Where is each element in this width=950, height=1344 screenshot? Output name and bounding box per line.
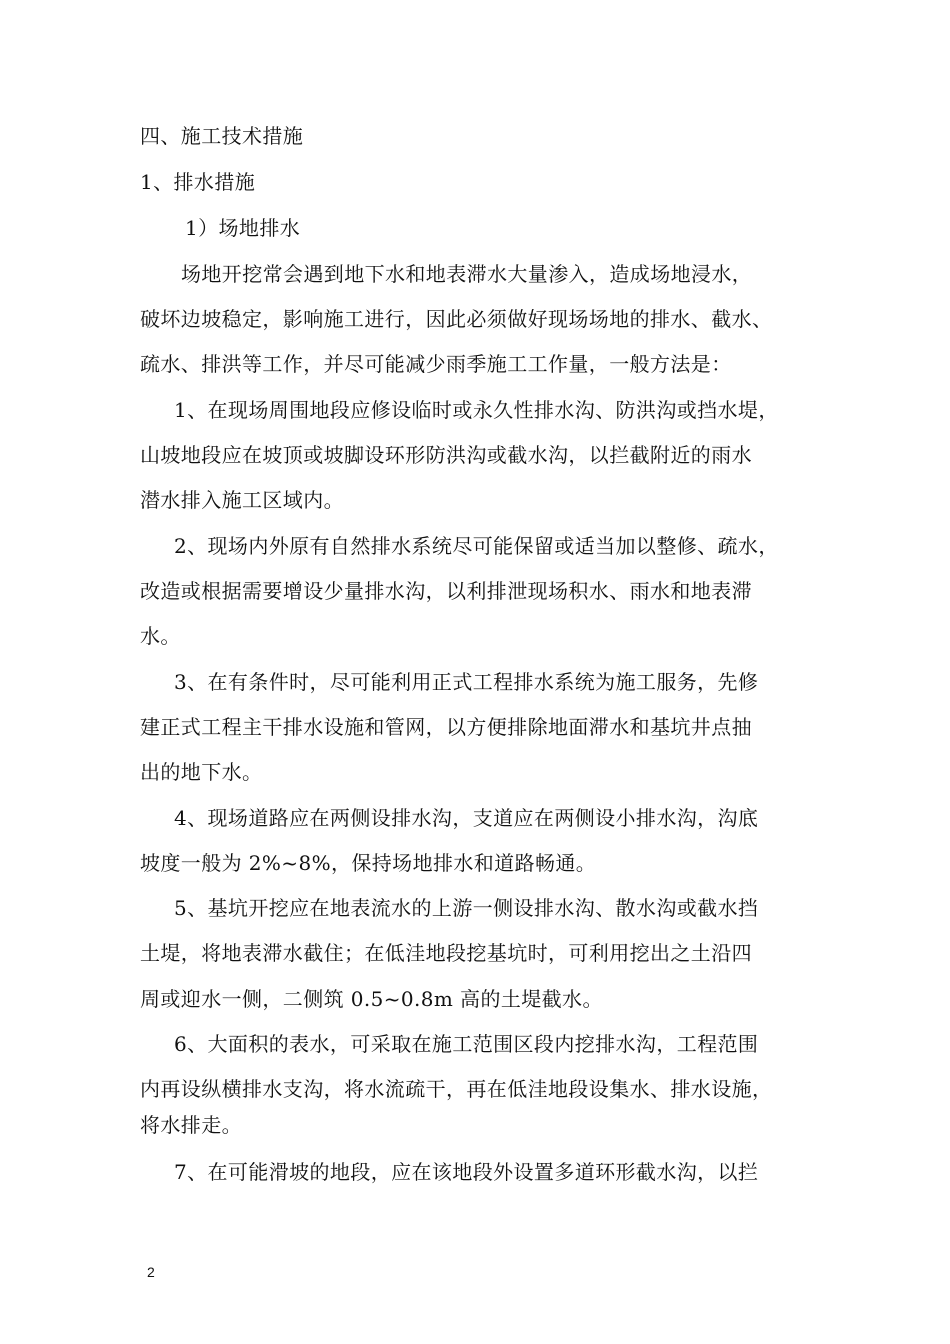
item-4-line: 坡度一般为 2%~8%，保持场地排水和道路畅通。: [140, 851, 597, 875]
item-6-line: 内再设纵横排水支沟，将水流疏干，再在低洼地段设集水、排水设施，: [140, 1077, 773, 1101]
subsection-heading: 1、排水措施: [140, 170, 256, 194]
subsubsection-heading: 1）场地排水: [185, 216, 301, 240]
item-4-line: 4、现场道路应在两侧设排水沟，支道应在两侧设小排水沟，沟底: [174, 806, 759, 830]
item-1-line: 潜水排入施工区域内。: [140, 488, 344, 512]
section-heading: 四、施工技术措施: [140, 124, 304, 148]
item-2-line: 2、现场内外原有自然排水系统尽可能保留或适当加以整修、疏水，: [174, 534, 779, 558]
item-1-line: 1、在现场周围地段应修设临时或永久性排水沟、防洪沟或挡水堤，: [174, 398, 779, 422]
item-2-line: 水。: [140, 624, 181, 648]
item-6-line: 将水排走。: [140, 1113, 242, 1137]
item-6-line: 6、大面积的表水，可采取在施工范围区段内挖排水沟，工程范围: [174, 1032, 759, 1056]
item-1-line: 山坡地段应在坡顶或坡脚设环形防洪沟或截水沟，以拦截附近的雨水: [140, 443, 752, 467]
page-number: 2: [147, 1264, 155, 1280]
item-3-line: 建正式工程主干排水设施和管网，以方便排除地面滞水和基坑井点抽: [140, 715, 752, 739]
item-5-line: 5、基坑开挖应在地表流水的上游一侧设排水沟、散水沟或截水挡: [174, 896, 759, 920]
intro-line: 场地开挖常会遇到地下水和地表滞水大量渗入，造成场地浸水，: [181, 262, 753, 286]
intro-line: 破坏边坡稳定，影响施工进行，因此必须做好现场场地的排水、截水、: [140, 307, 773, 331]
item-3-line: 出的地下水。: [140, 760, 263, 784]
item-5-line: 周或迎水一侧，二侧筑 0.5~0.8m 高的土堤截水。: [140, 987, 603, 1011]
intro-line: 疏水、排洪等工作，并尽可能减少雨季施工工作量，一般方法是：: [140, 352, 732, 376]
item-3-line: 3、在有条件时，尽可能利用正式工程排水系统为施工服务，先修: [174, 670, 759, 694]
item-2-line: 改造或根据需要增设少量排水沟，以利排泄现场积水、雨水和地表滞: [140, 579, 752, 603]
item-7-line: 7、在可能滑坡的地段，应在该地段外设置多道环形截水沟，以拦: [174, 1160, 759, 1184]
item-5-line: 土堤，将地表滞水截住；在低洼地段挖基坑时，可利用挖出之土沿四: [140, 941, 752, 965]
